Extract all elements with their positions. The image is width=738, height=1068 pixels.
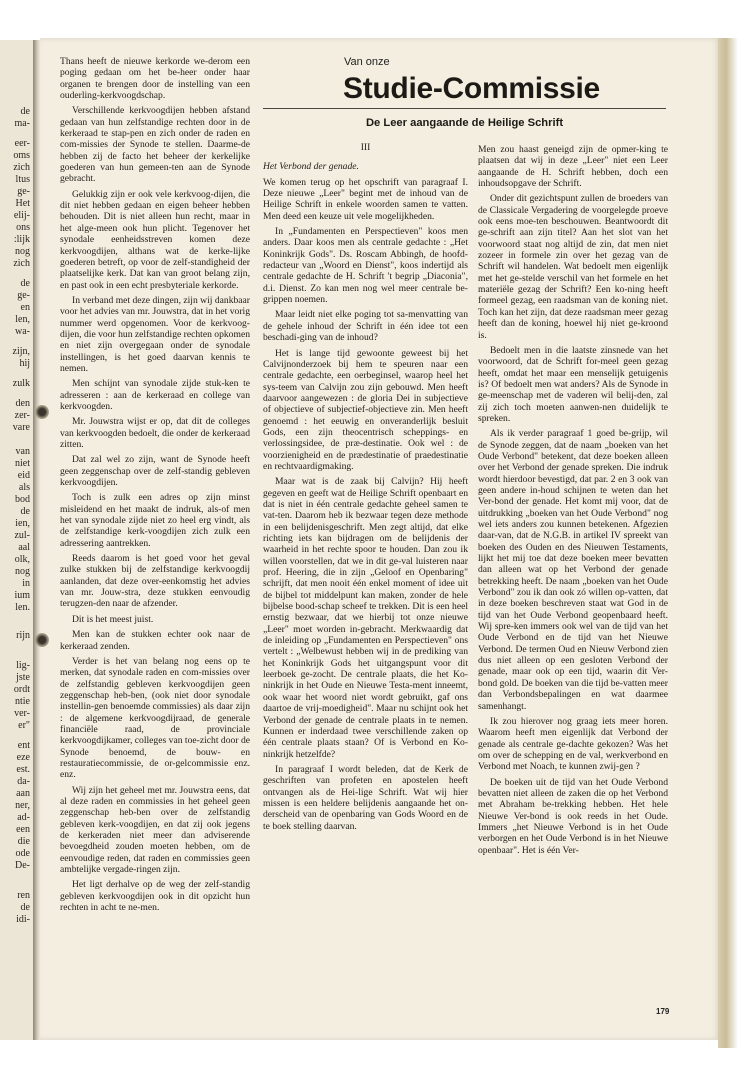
margin-fragment: eid <box>17 470 30 481</box>
margin-fragment: ien, <box>15 518 30 529</box>
paragraph: Verder is het van belang nog eens op te merken, dat synodale raden en com-missies over de zelfstandig gebleven kerkvoogdijen geen zeggenschap heb-ben, (ook niet door synodale instellin-gen benoemde commissies) als daar zijn : de algemene kerkvoogdijraad, de generale financiële raad, de provinciale kerkvoogdijkamer, colleges van toe-zicht door de Synode benoemd, de bouw- en restauratiecommissie, de or-gelcommissie enz. enz. <box>60 655 250 781</box>
margin-fragment: de <box>20 106 30 117</box>
margin-fragment: aan <box>16 788 30 799</box>
margin-fragment: den <box>15 398 30 409</box>
margin-fragment: est. <box>16 764 30 775</box>
binder-hole-bottom <box>35 633 49 647</box>
margin-fragment: ons <box>16 222 30 233</box>
margin-fragment: die <box>17 836 30 847</box>
margin-fragment: er" <box>18 720 30 731</box>
margin-fragment: len. <box>15 602 30 613</box>
paragraph: Het is lange tijd gewoonte geweest bij het Calvijnonderzoek bij hem te speuren naar een centrale gedachte, een oerbeginsel, waarop heel het sys-teem van Calvijn zou zijn gebouwd. Men heeft daarvoor aangewezen : de gloria Dei in subjectieve of objectieve of subjectief-objectieve zin. Men heeft genoemd : het eeuwig en onveranderlijk besluit Gods, een zijn theocentrisch scheppings- en verlossingsidee, de præ-destinatie. Ook wel : de voorzienigheid en de prædestinatie of praedestinatie en rechtvaardigmaking. <box>263 347 468 472</box>
margin-fragment: vare <box>12 422 30 433</box>
margin-fragment: De- <box>15 860 30 871</box>
paragraph: Gelukkig zijn er ook vele kerkvoog-dijen, die dit niet hebben gedaan en eigen beheer hebben behouden. Dit is niet alleen hun recht, maar in het alge-meen ook hun plicht. Tegenover het synodale eenheidsstreven komen deze kerkvoogdijen, althans wat de kerke-lijke goederen betreft, op voor de zelf-standigheid der plaatselijke kerk. Dat kan van groot belang zijn, en past ook in een echt presbyteriale kerkorde. <box>60 188 250 291</box>
paragraph: Men schijnt van synodale zijde stuk-ken te adresseren : aan de kerkeraad en college van kerkvoogden. <box>60 378 250 412</box>
paragraph: Bedoelt men in die laatste zinsnede van het voorwoord, dat de Schrift for-meel geen gezag heeft, omdat het maar een menselijk getuigenis is? Of bedoelt men wat anders? Als de Synode in ge-meenschap met de vaderen wil belij-den, zal zij zich toch moeten aanwen-nen duidelijk te spreken. <box>478 344 668 424</box>
paragraph: Verschillende kerkvoogdijen hebben afstand gedaan van hun zelfstandige rechten door in de kerkeraad te stap-pen en zich onder de raden en com-missies der Synode te stellen. Daarme-de hebben zij de facto het beheer der kerkelijke goederen van hun gemeen-ten aan de Synode gebracht. <box>60 105 250 185</box>
margin-fragment: de <box>20 278 30 289</box>
margin-fragment: lig- <box>16 660 30 671</box>
margin-fragment: in <box>22 578 30 589</box>
margin-fragment: ltus <box>15 174 30 185</box>
margin-fragment: olk, <box>14 554 30 565</box>
margin-fragment: van <box>15 446 30 457</box>
paragraph: Mr. Jouwstra wijst er op, dat dit de colleges van kerkvoogden bedoelt, die onder de kerkeraad zitten. <box>60 416 250 450</box>
paragraph: Wij zijn het geheel met mr. Jouwstra eens, dat al deze raden en commissies in het geheel geen zeggenschap heb-ben over de zelfstandig gebleven kerk-voogdijen, en dat zij ook jegens de kerkeraden niet meer dan adviserende bevoegdheid zouden moeten hebben, om de eenvoudige reden, dat raden en commissies geen ambtelijke vergade-ringen zijn. <box>60 784 250 876</box>
margin-fragment: zul- <box>14 530 30 541</box>
paragraph: In „Fundamenten en Perspectieven" koos men anders. Daar koos men als centrale gedachte : „Het Koninkrijk Gods". Ds. Roscam Abbingh, de hoofd-redacteur van „Woord en Dienst", koos indertijd als centrale gedachte de H. Schrift 't begrip „Diaconia", d.i. Dienst. Zo kan men nog wel meer centrale be-grippen noemen. <box>263 226 468 306</box>
margin-fragment: len, <box>15 314 30 325</box>
paragraph: Als ik verder paragraaf 1 goed be-grijp, wil de Synode zeggen, dat de naam „boeken van het Oude Verbond" betekent, dat deze boeken alleen over het Verbond der genade spreken. Die indruk wordt hierdoor bevestigd, dat par. 2 en 3 ook van geen andere in-houd schijnen te weten dan het Ver-bond der genade. Het komt mij voor, dat de uitdrukking „boeken van het Oude Verbond" nog wel iets anders zou kunnen betekenen. Afgezien daar-van, dat de N.G.B. in artikel IV spreekt van boeken des Ouden en des Nieuwen Testaments, lijkt het mij toe dat deze boeken meer bevatten dan alleen wat op het Verbond der genade betrekking heeft. De naam „boeken van het Oude Verbond" zou ik dan ook zó willen op-vatten, dat in deze boeken beschreven staat wat God in de tijd van het Oude Verbond geopenbaard heeft. Wij spre-ken immers ook wel van de tijd van het Oude Verbond en de tijd van het Nieuwe Verbond. De termen Oud en Nieuw Verbond zien dus niet alleen op een gesloten Verbond der genade, maar ook op een tijd, waarin dit Ver-bond gold. De boeken van die tijd be-vatten meer dan Verbondsbepalingen en wat daarmee samenhangt. <box>478 428 668 712</box>
margin-fragment: nog <box>15 566 30 577</box>
margin-fragment: een <box>16 824 30 835</box>
page-edge-right <box>718 38 738 1048</box>
paragraph: Toch is zulk een adres op zijn minst misleidend en het maakt de indruk, als-of men het van synodale zijde niet zo heel erg vindt, als de zelfstandige kerk-voogdijen zich zulk een adressering aantrekken. <box>60 492 250 549</box>
section-heading: Het Verbond der genade. <box>263 161 359 173</box>
margin-fragment: aal <box>18 542 30 553</box>
margin-fragment: ge- <box>17 290 30 301</box>
paragraph: De boeken uit de tijd van het Oude Verbond bevatten niet alleen de zaken die op het Verbond met Abraham be-trekking hebben. Het hele Nieuwe Ver-bond is ook reeds in het Oude. Immers „het Nieuwe Verbond is in het Oude verborgen en het Oude Verbond is in het Nieuwe openbaar". Het is één Ver- <box>478 776 668 856</box>
margin-fragment: elij- <box>13 210 30 221</box>
binder-hole-top <box>35 405 49 419</box>
paragraph: Men kan de stukken echter ook naar de kerkeraad zenden. <box>60 629 250 652</box>
margin-fragment: ge- <box>17 186 30 197</box>
margin-fragment: zer- <box>14 410 30 421</box>
margin-fragment: ium <box>14 590 30 601</box>
paragraph: Men zou haast geneigd zijn de opmer-king te plaatsen dat wij in deze „Leer" niet een Leer aangaande de H. Schrift hebben, doch een inhoudsopgave der Schrift. <box>478 144 668 190</box>
column-left <box>60 56 250 917</box>
margin-fragment: ner, <box>15 800 30 811</box>
page-gutter <box>33 40 40 1040</box>
margin-fragment: eze <box>16 752 30 763</box>
margin-fragment: wa- <box>15 326 30 337</box>
margin-fragment: zich <box>13 258 30 269</box>
margin-fragment: oms <box>13 150 30 161</box>
paragraph: Onder dit gezichtspunt zullen de broeders van de Classicale Vergadering de voorgelegde proeve ook eens moe-ten beschouwen. Beantwoordt dit ge-schrift aan zijn titel? Aan het slot van het voorwoord staat nog altijd de zin, dat men niet zozeer in formele zin over het gezag van de Schrift wil handelen. Wat bedoelt men eigenlijk met het ge-stelde verschil van het formele en het materiële gezag der Schrift? Een ko-ning heeft formeel gezag, een raadsman van de koning niet. Toch kan het zijn, dat deze raadsman meer gezag heeft dan de koning, hoewel hij niet ge-kroond is. <box>478 193 668 341</box>
paragraph: Dat zal wel zo zijn, want de Synode heeft geen zeggenschap over de zelf-standig gebleven kerkvoogdijen. <box>60 454 250 489</box>
margin-fragment: rijn <box>16 630 30 641</box>
margin-fragment: jste <box>16 672 30 683</box>
paragraph: In paragraaf I wordt beleden, dat de Kerk de geschriften van profeten en apostelen heeft ontvangen als de Hei-lige Schrift. Wat wij hier missen is een heldere belijdenis aangaande het on-derscheid van de openbaring van Gods Woord en de te boek stelling daarvan. <box>263 763 468 832</box>
margin-fragment: eer- <box>14 138 30 149</box>
margin-fragment: zich <box>13 162 30 173</box>
margin-fragment: de <box>20 506 30 517</box>
column-middle <box>263 126 468 836</box>
paragraph: In verband met deze dingen, zijn wij dankbaar voor het advies van mr. Jouwstra, dat in het vorig nummer werd opgenomen. Voor de kerkvoog-dijen, die voor hun zelfstandige rechten opkomen en niet zijn overgegaan onder de synodale instellingen, is het goed daarvan kennis te nemen. <box>60 294 250 374</box>
header-title: Studie-Commissie <box>343 72 600 105</box>
paragraph: Het ligt derhalve op de weg der zelf-standig gebleven kerkvoogdijen ook in dit opzicht hun rechten in acht te ne-men. <box>60 879 250 914</box>
margin-fragment: zulk <box>12 378 30 389</box>
margin-fragment: :lijk <box>13 234 30 245</box>
section-number: III <box>360 142 371 153</box>
margin-fragment: ma- <box>14 118 30 129</box>
margin-fragment: ntie <box>15 696 30 707</box>
margin-fragment: ad- <box>17 812 30 823</box>
header-rule <box>263 108 666 109</box>
column-right <box>478 144 668 860</box>
margin-fragment: ren <box>17 890 30 901</box>
margin-fragment: nog <box>15 246 30 257</box>
margin-fragment: en <box>20 302 30 313</box>
margin-fragment: ent <box>17 740 30 751</box>
margin-fragment: de <box>20 902 30 913</box>
previous-page-edge <box>0 40 33 1040</box>
margin-fragment: zijn, <box>12 346 30 357</box>
margin-fragment: hij <box>19 358 30 369</box>
article-subtitle: De Leer aangaande de Heilige Schrift <box>365 117 564 129</box>
margin-fragment: als <box>18 482 30 493</box>
header-kicker: Van onze <box>344 56 390 68</box>
paragraph: Dit is het meest juist. <box>72 613 154 625</box>
paragraph: Reeds daarom is het goed voor het geval zulke stukken bij de zelfstandige kerkvoogdij aanlanden, dat deze over-eenkomstig het advies van mr. Jouw-stra, deze stukken eenvoudig terugzen-den naar de afzender. <box>60 553 250 610</box>
margin-fragment: idi- <box>16 914 30 925</box>
paragraph: Ik zou hierover nog graag iets meer horen. Waarom heeft men eigenlijk dat Verbond der genade als centrale ge-dachte gekozen? Was het om over de schepping en de val, werkverbond en Verbond met Noach, te kunnen zwij-gen ? <box>478 715 668 773</box>
margin-fragment: ode <box>15 848 30 859</box>
margin-fragment: ver- <box>14 708 30 719</box>
paragraph: Thans heeft de nieuwe kerkorde we-derom een poging gedaan om het be-heer onder haar organen te brengen door de instelling van een ouderling-kerkvoogdschap. <box>60 56 250 102</box>
paragraph: Maar leidt niet elke poging tot sa-menvatting van de gehele inhoud der Schrift in één idee tot een beschadi-ging van de inhoud? <box>263 309 468 344</box>
margin-fragment: da- <box>17 776 30 787</box>
margin-fragment: Het <box>15 198 30 209</box>
margin-fragment: ordt <box>13 684 30 695</box>
paragraph: We komen terug op het opschrift van paragraaf I. Deze nieuwe „Leer" begint met de inhoud van de Heilige Schrift in enkele woorden samen te vatten. Men deed een keuze uit vele mogelijkheden. <box>263 176 468 222</box>
margin-fragment: bod <box>15 494 30 505</box>
paragraph: Maar wat is de zaak bij Calvijn? Hij heeft gegeven en geeft wat de Heilige Schrift openbaart en dat is niet in één centrale gedachte geheel samen te vat-ten. Daarom heb ik bezwaar tegen deze methode in een belijdenisgeschrift. Men zegt altijd, dat elke richting iets kan bijdragen om de belijdenis der waarheid in het rechte spoor te houden. Dan zou ik willen voorstellen, dat we in dit ge-val luisteren naar prof. Heering, die in zijn „Geloof en Openbaring" schrijft, dat men nooit één enkel moment of idee uit de bijbel tot middelpunt kan maken, zonder de hele bijbelse bood-schap scheef te trekken. Dit is een heel ernstig bezwaar, dat we hierbij tot onze nieuwe „Leer" moet worden in-gebracht. Merkwaardig dat de inleiding op „Fundamenten en Perspectieven" ons vertelt : „Welbewust hebben wij in de prediking van het Koninkrijk Gods het uitgangspunt voor dit leerboek ge-zocht. De centrale plaats, die het Ko-ninkrijk in het Oude en Nieuwe Testa-ment inneemt, ook waar het woord niet wordt gebruikt, gaf ons daartoe de vrij-moedigheid". Maar nu schijnt ook het Verbond der genade de centrale plaats in te nemen. Kunnen er inderdaad twee verschillende zaken op één centrale plaats staan? Of is Verbond en Ko-ninkrijk hetzelfde? <box>263 476 468 760</box>
page-number: 179 <box>656 1007 670 1016</box>
margin-fragment: niet <box>15 458 30 469</box>
